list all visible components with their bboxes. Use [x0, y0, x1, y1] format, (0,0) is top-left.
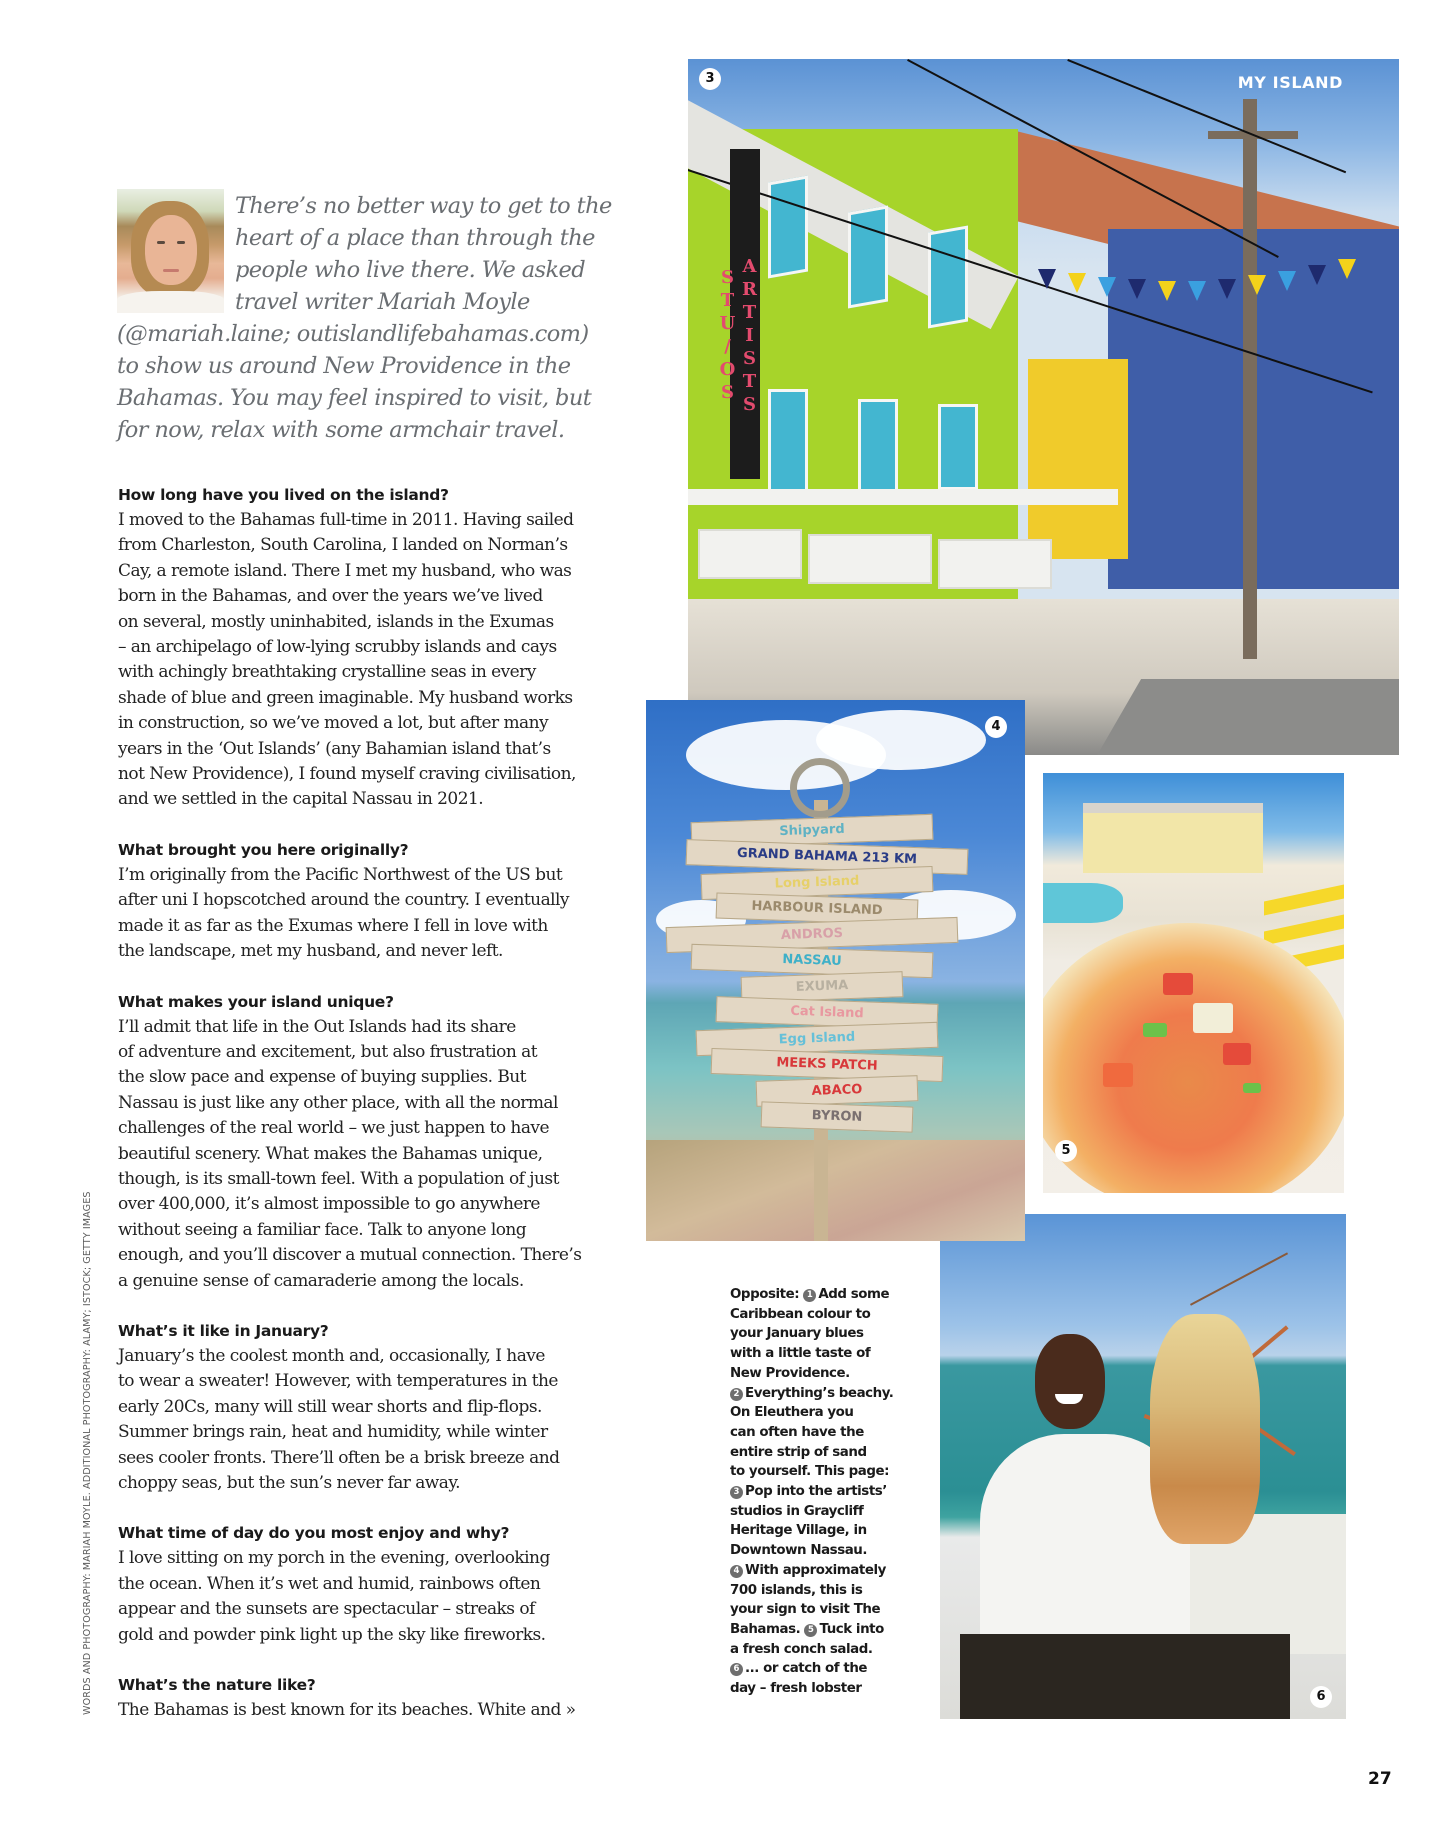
- intro-line: Bahamas. You may feel inspired to visit, but: [117, 385, 592, 411]
- qa-block: [118, 483, 613, 813]
- qa-block: [118, 1319, 613, 1496]
- signpost-plank: HARBOUR ISLAND: [716, 892, 919, 925]
- answer-line: early 20Cs, many will still wear shorts and flip-flops.: [118, 1396, 542, 1417]
- signpost-plank: MEEKS PATCH: [711, 1048, 944, 1082]
- answer-line: beautiful scenery. What makes the Bahamas unique,: [118, 1143, 543, 1164]
- caption-text: with a little taste of: [730, 1346, 871, 1362]
- caption-line: [730, 1482, 930, 1502]
- caption-line: [730, 1364, 930, 1384]
- intro-line: heart of a place than through the: [235, 225, 595, 251]
- answer-line: of adventure and excitement, but also frustration at: [118, 1041, 537, 1062]
- answer-line: and we settled in the capital Nassau in 2021.: [118, 789, 484, 810]
- intro-line: people who live there. We asked: [235, 257, 586, 283]
- answer-line: enough, and you’ll discover a mutual connection. There’s: [118, 1245, 582, 1266]
- answer-line: not New Providence), I found myself craving civilisation,: [118, 764, 576, 785]
- caption-text: can often have the: [730, 1424, 864, 1440]
- signpost-plank: Shipyard: [691, 814, 934, 848]
- caption-text: 700 islands, this is: [730, 1582, 863, 1598]
- signpost-plank: ANDROS: [666, 917, 959, 953]
- answer-text: [118, 508, 613, 813]
- caption-text: studios in Graycliff: [730, 1503, 864, 1519]
- question-heading: What time of day do you most enjoy and why?: [118, 1524, 510, 1543]
- caption-text: Heritage Village, in: [730, 1523, 867, 1539]
- caption-line: [730, 1620, 930, 1640]
- photo-number-badge: 3: [699, 68, 721, 90]
- caption-line: [730, 1561, 930, 1581]
- answer-line: though, is its small-town feel. With a population of just: [118, 1168, 559, 1189]
- signpost-plank: NASSAU: [691, 944, 934, 978]
- question-heading: How long have you lived on the island?: [118, 486, 449, 504]
- answer-text: [118, 863, 613, 965]
- section-tag: MY ISLAND: [1237, 73, 1343, 92]
- intro-line: for now, relax with some armchair travel.: [117, 417, 565, 443]
- answer-line: on several, mostly uninhabited, islands in the Exumas: [118, 611, 554, 632]
- answer-line: a genuine sense of camaraderie among the locals.: [118, 1270, 524, 1291]
- answer-line: with achingly breathtaking crystalline seas in every: [118, 662, 536, 683]
- photo-lobster-catch: [940, 1214, 1346, 1719]
- photo-captions: [730, 1285, 930, 1699]
- ships-wheel: [790, 758, 850, 818]
- caption-text: to yourself. This page:: [730, 1464, 889, 1480]
- intro-line: to show us around New Providence in the: [117, 353, 571, 379]
- answer-line: after uni I hopscotched around the country. I eventually: [118, 890, 569, 911]
- caption-prefix: Opposite:: [730, 1287, 800, 1302]
- question-heading: What’s the nature like?: [118, 1676, 316, 1695]
- qa-block: [118, 990, 613, 1294]
- signpost-plank: ABACO: [756, 1075, 919, 1107]
- answer-line: choppy seas, but the sun’s never far away.: [118, 1473, 461, 1493]
- article-body: [118, 483, 613, 1748]
- caption-line: [730, 1384, 930, 1404]
- caption-number-icon: 5: [804, 1624, 817, 1637]
- artists-studios-sign: ARTISTS STU/OS: [730, 149, 760, 479]
- signpost-plank: BYRON: [761, 1101, 914, 1132]
- caption-line: [730, 1443, 930, 1463]
- caption-line: [730, 1324, 930, 1344]
- caption-line: [730, 1502, 930, 1522]
- signpost-plank: Cat Island: [716, 996, 939, 1030]
- question-heading: What makes your island unique?: [118, 992, 394, 1011]
- photo-number-badge: 6: [1310, 1686, 1332, 1708]
- answer-line: January’s the coolest month and, occasionally, I have: [118, 1345, 545, 1366]
- caption-text: entire strip of sand: [730, 1444, 867, 1460]
- answer-line: born in the Bahamas, and over the years we’ve lived: [118, 586, 543, 607]
- answer-line: Summer brings rain, heat and humidity, while winter: [118, 1422, 548, 1443]
- answer-line: sees cooler fronts. There’ll often be a brisk breeze and: [118, 1447, 560, 1468]
- answer-line: – an archipelago of low-lying scrubby islands and cays: [118, 637, 557, 658]
- photo-conch-salad: [1043, 773, 1344, 1193]
- answer-text: [118, 1698, 613, 1723]
- answer-text: [118, 1344, 613, 1496]
- answer-line: without seeing a familiar face. Talk to anyone long: [118, 1219, 527, 1240]
- intro-standfirst: [117, 190, 617, 446]
- answer-line: Cay, a remote island. There I met my husband, who was: [118, 560, 572, 581]
- caption-line: [730, 1521, 930, 1541]
- answer-line: made it as far as the Exumas where I fell in love with: [118, 915, 548, 936]
- intro-line: travel writer Mariah Moyle: [235, 289, 530, 315]
- caption-text: ... or catch of the: [745, 1661, 868, 1677]
- qa-block: [118, 1673, 613, 1723]
- caption-text: Downtown Nassau.: [730, 1543, 868, 1559]
- caption-number-icon: 4: [730, 1565, 743, 1578]
- answer-text: [118, 1015, 613, 1294]
- photo-number-badge: 5: [1055, 1140, 1077, 1162]
- question-heading: What brought you here originally?: [118, 840, 409, 859]
- photo-artists-studios: [688, 59, 1399, 755]
- answer-line: the slow pace and expense of buying supplies. But: [118, 1067, 526, 1088]
- answer-line: years in the ‘Out Islands’ (any Bahamian island that’s: [118, 738, 551, 759]
- answer-line: the ocean. When it’s wet and humid, rainbows often: [118, 1573, 541, 1594]
- photo-number-badge: 4: [985, 716, 1007, 738]
- signpost-plank: GRAND BAHAMA 213 KM: [686, 839, 969, 875]
- photo-signpost: [646, 700, 1025, 1241]
- qa-block: [118, 838, 613, 965]
- caption-line: [730, 1640, 930, 1660]
- answer-line: shade of blue and green imaginable. My husband works: [118, 687, 573, 708]
- caption-number-icon: 1: [803, 1289, 816, 1302]
- caption-number-icon: 3: [730, 1486, 743, 1499]
- caption-text: On Eleuthera you: [730, 1405, 854, 1421]
- answer-line: challenges of the real world – we just happen to have: [118, 1118, 549, 1139]
- qa-block: [118, 1521, 613, 1648]
- caption-text: your January blues: [730, 1326, 864, 1342]
- answer-line: over 400,000, it’s almost impossible to go anywhere: [118, 1194, 540, 1215]
- signpost-plank: Egg Island: [696, 1022, 939, 1056]
- caption-line: [730, 1462, 930, 1482]
- caption-line: [730, 1541, 930, 1561]
- caption-text: Pop into the artists’: [745, 1484, 887, 1500]
- intro-line: (@mariah.laine; outislandlifebahamas.com): [117, 321, 589, 347]
- answer-line: the landscape, met my husband, and never left.: [118, 941, 503, 962]
- caption-text: Everything’s beachy.: [745, 1385, 894, 1401]
- signpost-plank: EXUMA: [741, 971, 904, 1003]
- answer-line: appear and the sunsets are spectacular – streaks of: [118, 1599, 535, 1620]
- caption-number-icon: 2: [730, 1388, 743, 1401]
- page-number: 27: [1368, 1769, 1392, 1789]
- caption-line: [730, 1285, 930, 1305]
- photo-credit: WORDS AND PHOTOGRAPHY: MARIAH MOYLE. ADDITIONAL PHOTOGRAPHY: ALAMY; ISTOCK; GETTY IMAGES: [82, 1191, 93, 1715]
- intro-line: There’s no better way to get to the: [235, 193, 612, 219]
- caption-number-icon: 6: [730, 1663, 743, 1676]
- caption-text: New Providence.: [730, 1365, 850, 1381]
- question-heading: What’s it like in January?: [118, 1321, 329, 1340]
- answer-line: I moved to the Bahamas full-time in 2011. Having sailed: [118, 510, 574, 530]
- caption-line: [730, 1679, 930, 1699]
- caption-line: [730, 1403, 930, 1423]
- caption-line: [730, 1581, 930, 1601]
- answer-line: in construction, so we’ve moved a lot, but after many: [118, 713, 549, 734]
- caption-text: With approximately: [745, 1562, 886, 1578]
- caption-text: Caribbean colour to: [730, 1306, 871, 1322]
- answer-line: I’m originally from the Pacific Northwest of the US but: [118, 864, 563, 885]
- caption-prefix: Bahamas.: [730, 1621, 801, 1637]
- answer-line: I love sitting on my porch in the evening, overlooking: [118, 1548, 550, 1569]
- answer-line: I’ll admit that life in the Out Islands had its share: [118, 1016, 516, 1037]
- answer-line: The Bahamas is best known for its beaches. White and »: [118, 1700, 576, 1721]
- caption-text: Add some: [818, 1287, 890, 1302]
- signpost-plank: Long Island: [701, 866, 934, 900]
- caption-line: [730, 1344, 930, 1364]
- caption-text: a fresh conch salad.: [730, 1641, 873, 1657]
- answer-line: gold and powder pink light up the sky like fireworks.: [118, 1624, 546, 1645]
- answer-text: [118, 1546, 613, 1648]
- caption-text: Tuck into: [819, 1621, 884, 1637]
- caption-line: [730, 1423, 930, 1443]
- caption-text: your sign to visit The: [730, 1602, 881, 1618]
- answer-line: Nassau is just like any other place, with all the normal: [118, 1092, 558, 1113]
- caption-line: [730, 1659, 930, 1679]
- answer-line: from Charleston, South Carolina, I landed on Norman’s: [118, 535, 568, 556]
- caption-text: day – fresh lobster: [730, 1681, 862, 1697]
- caption-line: [730, 1305, 930, 1325]
- caption-line: [730, 1600, 930, 1620]
- answer-line: to wear a sweater! However, with temperatures in the: [118, 1371, 558, 1392]
